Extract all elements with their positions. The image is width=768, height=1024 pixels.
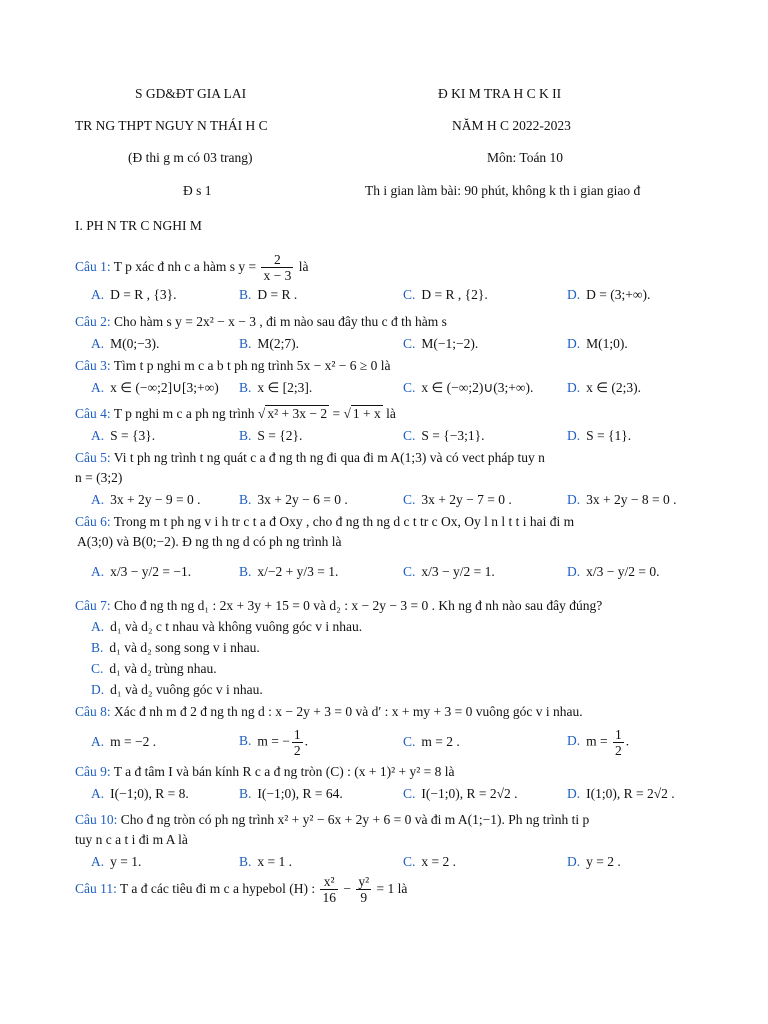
question-text-line2: tuy n c a t i đi m A là bbox=[75, 832, 188, 847]
question-2 bbox=[75, 312, 735, 356]
option-b[interactable]: B. M(2;7). bbox=[239, 336, 300, 351]
option-b[interactable]: B. S = {2}. bbox=[239, 428, 303, 443]
option-d[interactable]: D. x ∈ (2;3). bbox=[567, 380, 642, 395]
question-5 bbox=[75, 448, 735, 512]
question-text: T a đ tâm I và bán kính R c a đ ng tròn (C) : (x + 1)² + y² = 8 là bbox=[113, 764, 455, 779]
question-10 bbox=[75, 810, 735, 872]
option-d[interactable]: D. 3x + 2y − 8 = 0 . bbox=[567, 492, 677, 507]
option-c[interactable]: C. x/3 − y/2 = 1. bbox=[403, 564, 495, 579]
option-c[interactable]: C. D = R , {2}. bbox=[403, 287, 488, 303]
question-text-line2: A(3;0) và B(0;−2). Đ ng th ng d có ph ng trình là bbox=[77, 534, 342, 549]
option-c[interactable]: C. d₁ và d₂ trùng nhau. bbox=[91, 661, 217, 676]
question-text: T a đ các tiêu đi m c a hypebol (H) : bbox=[120, 881, 316, 896]
answer-options bbox=[75, 424, 735, 448]
option-d[interactable]: D. S = {1}. bbox=[567, 428, 632, 443]
option-a[interactable]: A. S = {3}. bbox=[91, 428, 156, 443]
option-b[interactable]: B. x = 1 . bbox=[239, 854, 293, 869]
answer-options bbox=[75, 616, 735, 700]
answer-options bbox=[75, 332, 735, 356]
fraction: $\frac{2}{x - 3}$ bbox=[263, 252, 292, 284]
answer-options bbox=[75, 488, 735, 512]
question-text: Cho hàm s y = 2x² − x − 3 , đi m nào sau đây thu c đ th hàm s bbox=[114, 314, 447, 329]
option-a[interactable]: A. I(−1;0), R = 8. bbox=[91, 786, 189, 801]
option-b[interactable]: B. d₁ và d₂ song song v i nhau. bbox=[91, 640, 260, 655]
question-6 bbox=[75, 512, 735, 596]
question-text: T p nghi m c a ph ng trình bbox=[113, 406, 255, 421]
answer-options bbox=[75, 782, 735, 806]
option-d[interactable]: D. M(1;0). bbox=[567, 336, 628, 351]
option-a[interactable]: A. M(0;−3). bbox=[91, 336, 160, 351]
question-9 bbox=[75, 762, 735, 810]
option-b[interactable]: B. 3x + 2y − 6 = 0 . bbox=[239, 492, 348, 507]
option-a[interactable]: A. m = −2 . bbox=[91, 734, 157, 749]
school-year: NĂM H C 2022-2023 bbox=[452, 118, 571, 133]
question-number: Câu 7: bbox=[75, 598, 111, 613]
question-list bbox=[75, 252, 735, 912]
question-text: Tìm t p nghi m c a b t ph ng trình 5x − x² − 6 ≥ 0 là bbox=[113, 358, 391, 373]
page-count-note: (Đ thi g m có 03 trang) bbox=[128, 150, 253, 165]
option-d[interactable]: D. I(1;0), R = 2√2 . bbox=[567, 786, 675, 801]
option-c[interactable]: C. m = 2 . bbox=[403, 734, 460, 749]
question-8 bbox=[75, 702, 735, 762]
option-b[interactable]: B. I(−1;0), R = 64. bbox=[239, 786, 343, 801]
question-text: Trong m t ph ng v i h tr c t a đ Oxy , cho đ ng th ng d c t tr c Ox, Oy l n l t t i hai đi m bbox=[113, 514, 575, 529]
answer-options bbox=[75, 376, 735, 400]
option-b[interactable]: B. x/−2 + y/3 = 1. bbox=[239, 564, 339, 579]
option-d[interactable]: D. m = $\frac{1}{2}$ . bbox=[567, 726, 630, 758]
answer-options bbox=[75, 552, 735, 592]
question-number: Câu 2: bbox=[75, 314, 111, 329]
radical-right: 1 + x bbox=[352, 406, 381, 421]
question-text: T p xác đ nh c a hàm s bbox=[113, 259, 235, 274]
option-a[interactable]: A. D = R , {3}. bbox=[91, 287, 177, 303]
question-number: Câu 10: bbox=[75, 812, 118, 827]
question-number: Câu 9: bbox=[75, 764, 111, 779]
question-number: Câu 8: bbox=[75, 704, 111, 719]
question-7 bbox=[75, 596, 735, 702]
question-text-tail: là bbox=[386, 406, 396, 421]
section-title: I. PH N TR C NGHI M bbox=[75, 218, 202, 233]
question-text-tail: là bbox=[298, 259, 309, 274]
option-d[interactable]: D. y = 2 . bbox=[567, 854, 621, 869]
question-number: Câu 3: bbox=[75, 358, 111, 373]
department-name: S GD&ĐT GIA LAI bbox=[135, 86, 247, 101]
option-a[interactable]: A. x/3 − y/2 = −1. bbox=[91, 564, 192, 579]
question-number: Câu 11: bbox=[75, 881, 117, 896]
option-b[interactable]: B. D = R . bbox=[239, 287, 298, 303]
option-a[interactable]: A. y = 1. bbox=[91, 854, 142, 869]
answer-options bbox=[75, 850, 735, 874]
question-number: Câu 6: bbox=[75, 514, 111, 529]
question-4: Câu 4: T p nghi m c a ph ng trình √ x² + 3x − 2 = √ 1 + x là A. S = {3}. B. S = {2}. C. S = {−3;1}. D. S = {1}. bbox=[75, 404, 735, 448]
question-text: Vi t ph ng trình t ng quát c a đ ng th ng đi qua đi m A(1;3) và có vect pháp tuy n bbox=[113, 450, 545, 465]
radical-left: x² + 3x − 2 bbox=[267, 406, 328, 421]
option-d[interactable]: D. D = (3;+∞). bbox=[567, 287, 651, 303]
exam-code: Đ s 1 bbox=[183, 183, 212, 198]
option-b[interactable]: B. m = − $\frac{1}{2}$ . bbox=[239, 726, 308, 758]
option-c[interactable]: C. x = 2 . bbox=[403, 854, 457, 869]
answer-options bbox=[75, 722, 735, 762]
subject: Môn: Toán 10 bbox=[487, 150, 564, 165]
option-a[interactable]: A. 3x + 2y − 9 = 0 . bbox=[91, 492, 201, 507]
option-b[interactable]: B. x ∈ [2;3]. bbox=[239, 380, 313, 395]
option-d[interactable]: D. x/3 − y/2 = 0. bbox=[567, 564, 660, 579]
exam-title: Đ KI M TRA H C K II bbox=[438, 86, 562, 101]
option-c[interactable]: C. x ∈ (−∞;2)∪(3;+∞). bbox=[403, 380, 534, 395]
option-c[interactable]: C. S = {−3;1}. bbox=[403, 428, 485, 443]
question-text-tail: = 1 là bbox=[376, 881, 408, 896]
question-number: Câu 1: bbox=[75, 259, 111, 274]
option-c[interactable]: C. I(−1;0), R = 2√2 . bbox=[403, 786, 518, 801]
option-a[interactable]: A. x ∈ (−∞;2]∪[3;+∞) bbox=[91, 380, 219, 395]
option-a[interactable]: A. d₁ và d₂ c t nhau và không vuông góc v i nhau. bbox=[91, 619, 363, 634]
answer-options bbox=[75, 283, 735, 307]
question-text-line2: n = (3;2) bbox=[75, 470, 123, 485]
question-text: Cho đ ng tròn có ph ng trình x² + y² − 6x + 2y + 6 = 0 và đi m A(1;−1). Ph ng trình ti p bbox=[120, 812, 590, 827]
question-number: Câu 5: bbox=[75, 450, 111, 465]
question-text: Cho đ ng th ng d₁ : 2x + 3y + 15 = 0 và d₂ : x − 2y − 3 = 0 . Kh ng đ nh nào sau đây đúng? bbox=[114, 598, 603, 613]
question-11: Câu 11: T a đ các tiêu đi m c a hypebol (H) : $\frac{\text{x²}}{16}$ − $\frac{\text{y²}}{9}$ = 1 là bbox=[75, 874, 408, 906]
option-d[interactable]: D. d₁ và d₂ vuông góc v i nhau. bbox=[91, 682, 263, 697]
question-text: Xác đ nh m đ 2 đ ng th ng d : x − 2y + 3 = 0 và d′ : x + my + 3 = 0 vuông góc v i nhau. bbox=[114, 704, 583, 719]
question-1: Câu 1: T p xác đ nh c a hàm s y = $\frac{2}{x - 3}$ là A. D = R , {3}. B. D = R . C. D = R , {2}. D. D = (3;+∞). bbox=[75, 252, 735, 312]
time-limit: Th i gian làm bài: 90 phút, không k th i gian giao đ bbox=[365, 183, 641, 198]
question-number: Câu 4: bbox=[75, 406, 111, 421]
school-name: TR NG THPT NGUY N THÁI H C bbox=[75, 118, 268, 133]
option-c[interactable]: C. 3x + 2y − 7 = 0 . bbox=[403, 492, 512, 507]
question-3 bbox=[75, 356, 735, 404]
option-c[interactable]: C. M(−1;−2). bbox=[403, 336, 479, 351]
